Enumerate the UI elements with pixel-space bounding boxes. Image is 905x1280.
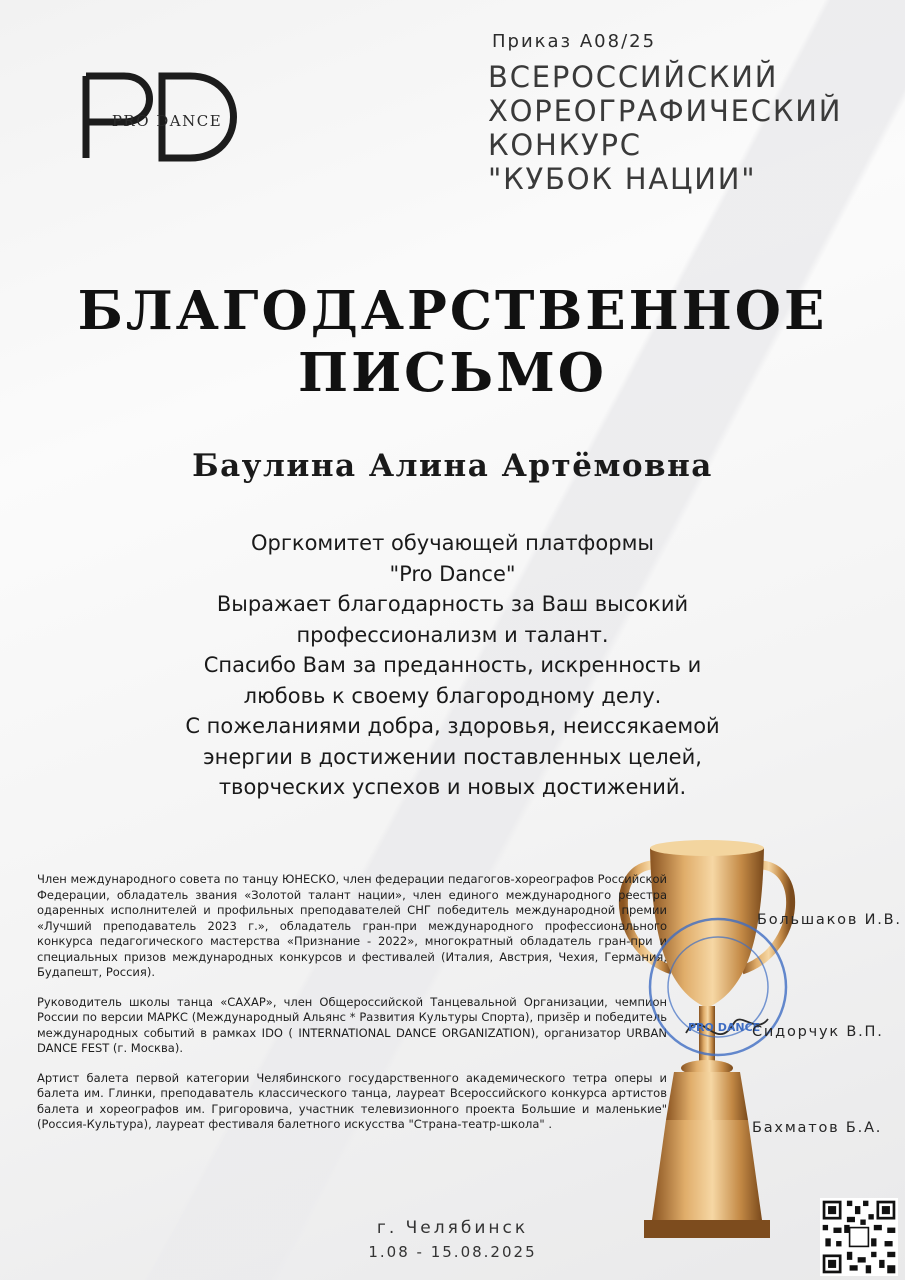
document-title — [0, 280, 905, 404]
contest-title-line: "КУБОК НАЦИИ" — [488, 162, 757, 196]
recipient-name: Баулина Алина Артёмовна — [192, 448, 713, 484]
body-line: С пожеланиями добра, здоровья, неиссякаемой — [185, 714, 720, 738]
signature-name: Большаков И.В. — [757, 912, 902, 928]
body-line: энергии в достижении поставленных целей, — [203, 744, 702, 769]
credential-paragraph: Артист балета первой категории Челябинского государственного академического тетра оперы и балета им. Глинки, преподаватель классического танца, лауреат Всероссийского конкурса артистов балета и хореографов им. Григоровича, участник телевизионного проекта Большие и маленькие" (Россия-Культура), лауреат фестиваля балетного искусства "Страна-театр-школа" . — [37, 1070, 667, 1131]
body-line: Оргкомитет обучающей платформы — [251, 531, 654, 555]
contest-title — [488, 60, 888, 196]
stamp-text: PRO DANCE — [688, 1021, 761, 1034]
signature-name: Сидорчук В.П. — [752, 1024, 884, 1040]
contest-title-line: ВСЕРОССИЙСКИЙ — [488, 60, 779, 94]
body-line: "Pro Dance" — [389, 561, 516, 586]
contest-title-line: ХОРЕОГРАФИЧЕСКИЙ — [488, 94, 843, 128]
title-line: БЛАГОДАРСТВЕННОЕ — [77, 280, 828, 342]
body-line: профессионализм и талант. — [296, 622, 609, 647]
teacher-credentials — [37, 872, 667, 1147]
logo-text: PRO DANCE — [111, 112, 223, 130]
order-number: Приказ А08/25 — [492, 31, 657, 52]
credential-paragraph: Руководитель школы танца «САХАР», член Общероссийской Танцевальной Организации, чемпион России по версии МАРКС (Международный Альянс * Развития Культуры Спорта), призёр и победитель международных событий в рамках IDO ( INTERNATIONAL DANCE ORGANIZATION), организатор URBAN DANCE FEST (г. Москва). — [37, 994, 667, 1055]
body-line: Выражает благодарность за Ваш высокий — [216, 592, 689, 616]
body-line: Спасибо Вам за преданность, искренность и — [203, 653, 702, 677]
body-line: любовь к своему благородному делу. — [243, 683, 662, 708]
credential-paragraph: Член международного совета по танцу ЮНЕСКО, член федерации педагогов-хореографов Российской Федерации, обладатель звания «Золотой талант нации», член единого международного реестра одаренных исполнителей и профильных преподавателей СНГ победитель международной премии «Лучший преподаватель 2023 г.», обладатель гран-при международного профессионального конкурса педагогического мастерства «Признание - 2022», многократный обладатель гран-при и специальных призов международных конкурсов и фестивалей (Италия, Австрия, Чехия, Германия, Будапешт, Россия). — [37, 872, 667, 979]
signature-name: Бахматов Б.А. — [752, 1120, 883, 1136]
city: г. Челябинск — [376, 1218, 529, 1238]
body-line: творческих успехов и новых достижений. — [218, 775, 687, 799]
event-dates: 1.08 - 15.08.2025 — [368, 1243, 537, 1261]
title-line: ПИСЬМО — [298, 342, 607, 404]
qr-code-icon — [820, 1198, 898, 1276]
contest-title-line: КОНКУРС — [488, 128, 642, 162]
gratitude-text — [100, 528, 805, 803]
pro-dance-logo — [80, 70, 245, 165]
